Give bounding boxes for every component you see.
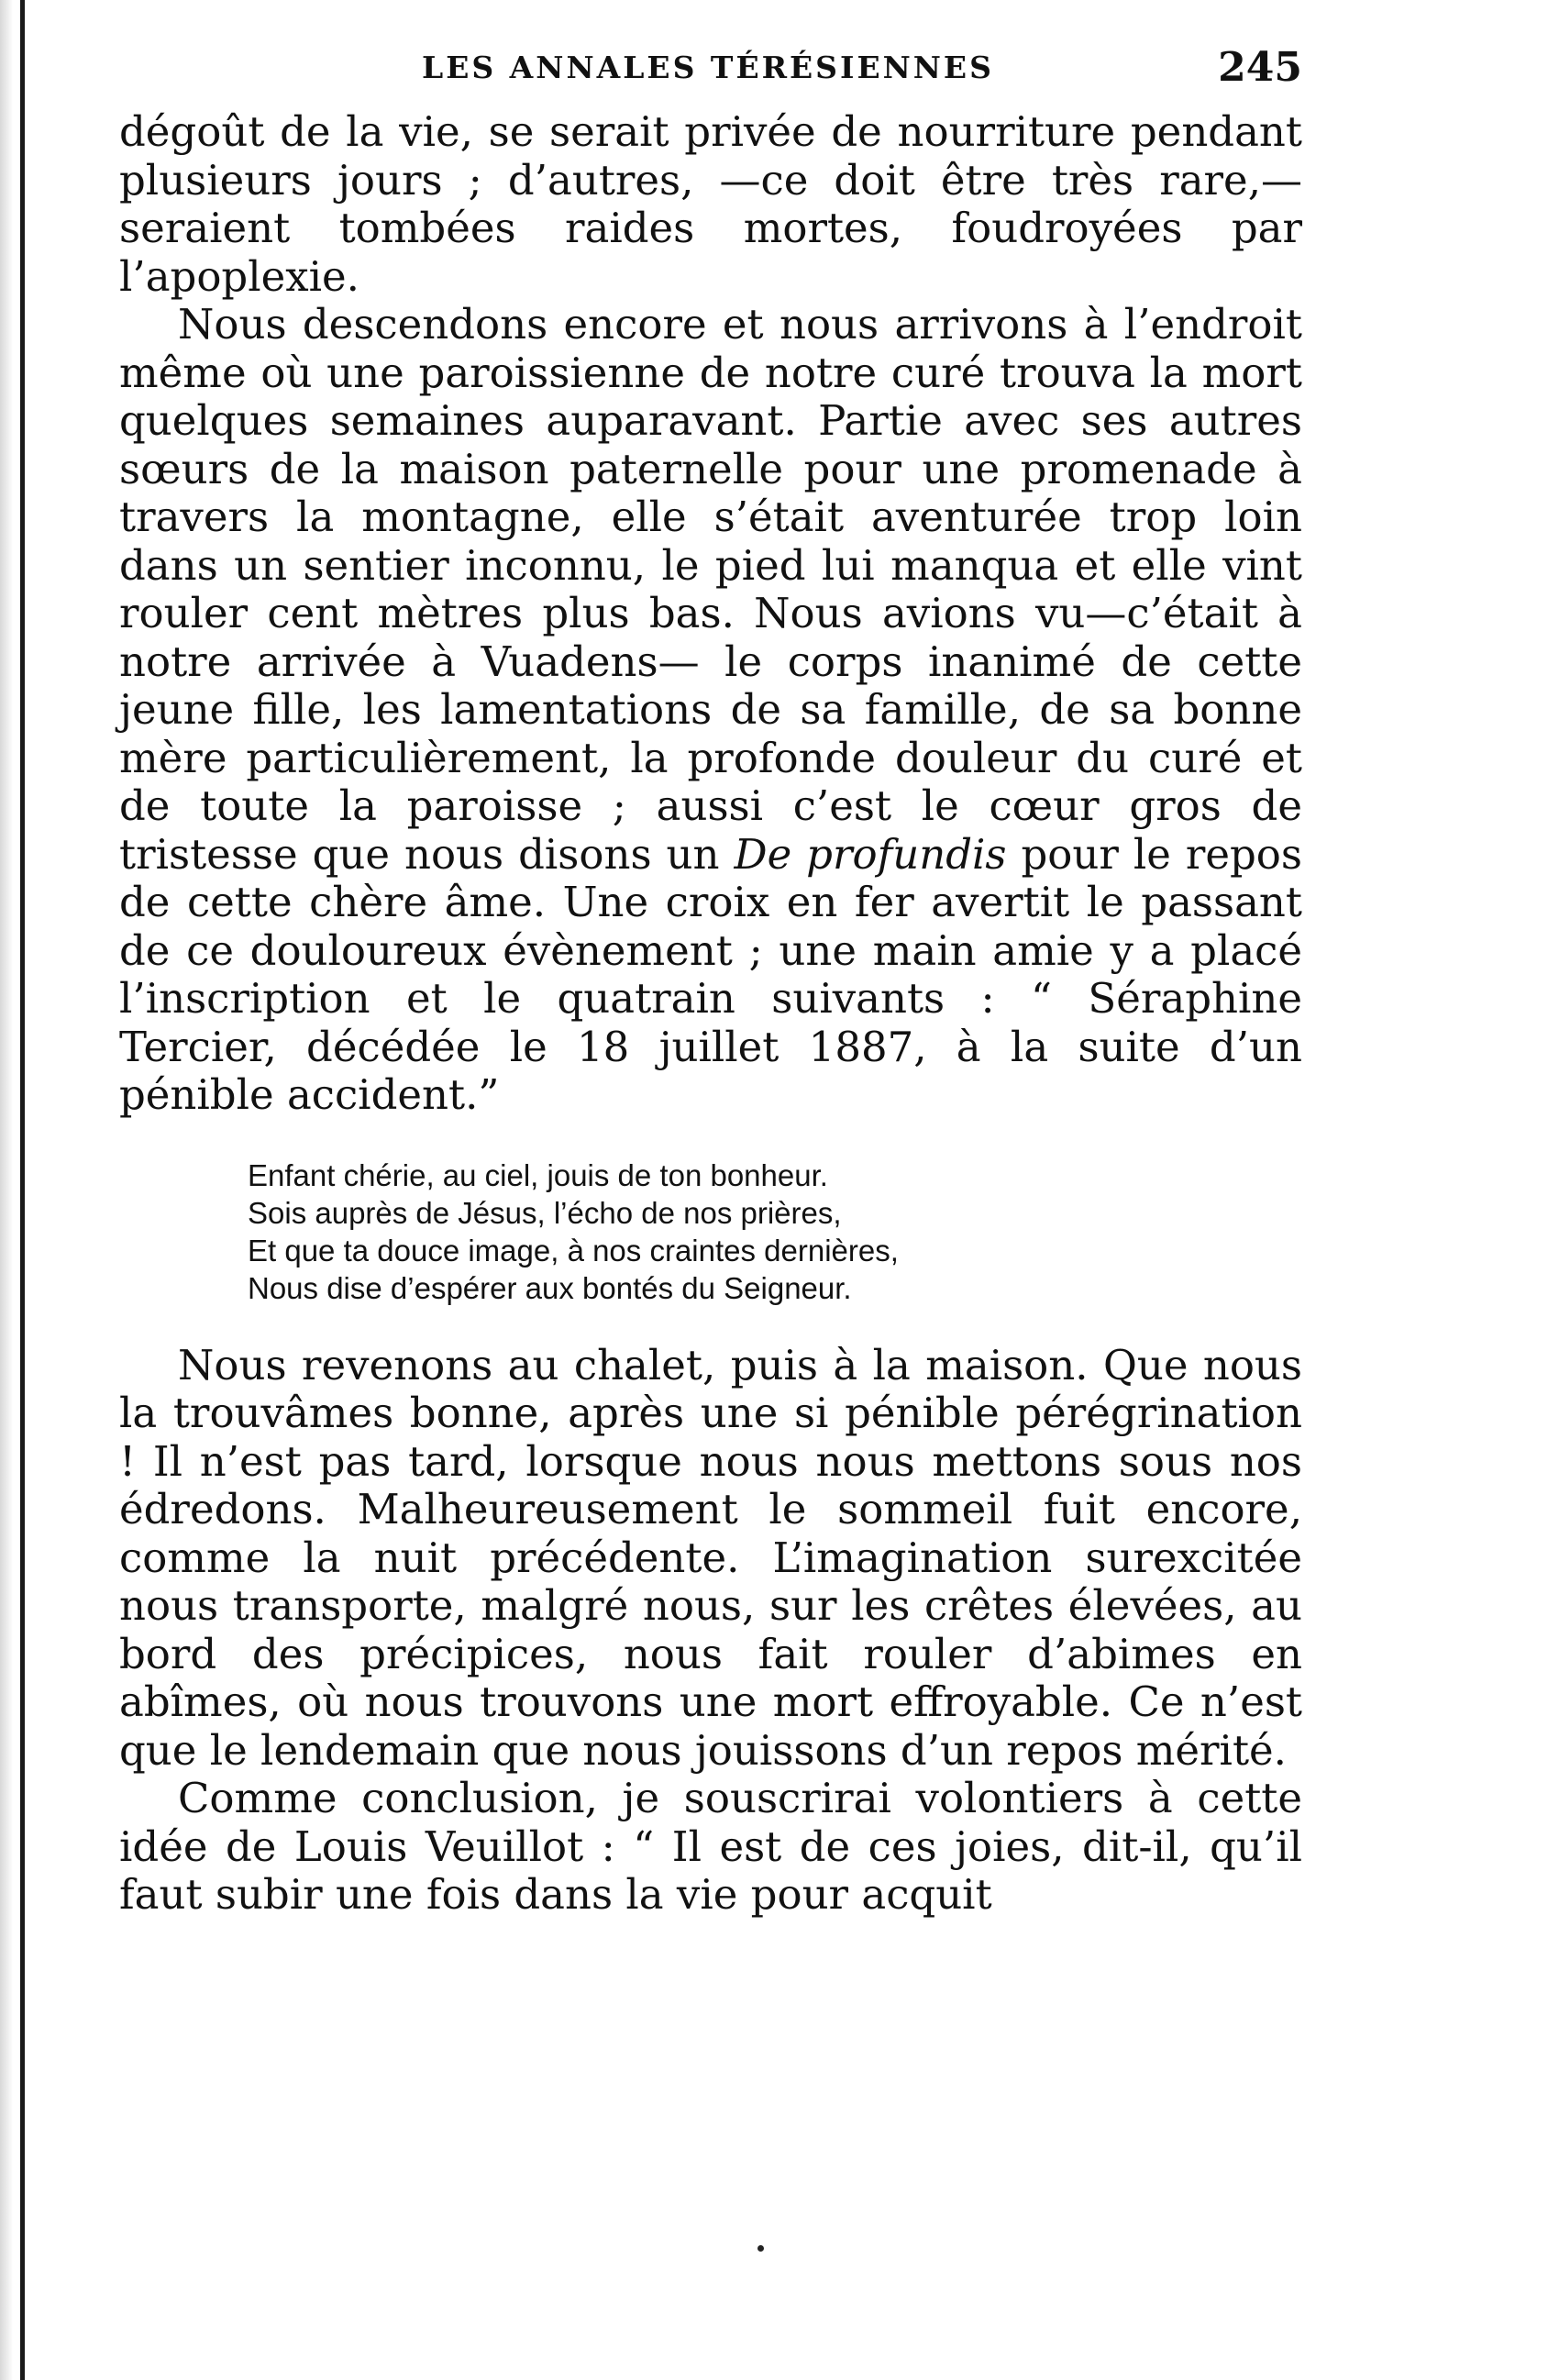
binding-line (20, 0, 25, 2380)
poem-line: Sois auprès de Jésus, l’écho de nos prières, (248, 1195, 842, 1230)
poem-line: Et que ta douce image, à nos craintes dernières, (248, 1233, 899, 1267)
quatrain (248, 1157, 1302, 1307)
page-header (119, 44, 1302, 99)
page-body (119, 108, 1302, 1920)
italic-phrase: De profundis (734, 829, 1007, 879)
poem-line: Enfant chérie, au ciel, jouis de ton bonheur. (248, 1157, 828, 1192)
print-speck (757, 2245, 764, 2252)
paragraph-3: Nous revenons au chalet, puis à la maison. Que nous la trouvâmes bonne, après une si pénible pérégrination ! Il n’est pas tard, lorsque nous nous mettons sous nos édredons. Malheureusement le sommeil fuit encore, comme la nuit précédente. L’imagination surexcitée nous transporte, malgré nous, sur les crêtes élevées, au bord des précipices, nous fait rouler d’abimes en abîmes, où nous trouvons une mort effroyable. Ce n’est que le lendemain que nous jouissons d’un repos mérité. (119, 1340, 1302, 1775)
paragraph-2 (119, 301, 1302, 1120)
page-number: 245 (1218, 44, 1302, 91)
running-title: LES ANNALES TÉRÉSIENNES (422, 50, 994, 85)
paragraph-1: dégoût de la vie, se serait privée de nourriture pendant plusieurs jours ; d’autres, —ce doit être très rare,— seraient tombées raides mortes, foudroyées par l’apoplexie. (119, 107, 1302, 301)
paragraph-4: Comme conclusion, je souscrirai volontiers à cette idée de Louis Veuillot : “ Il est de ces joies, dit-il, qu’il faut subir une fois dans la vie pour acquit (119, 1774, 1302, 1919)
poem-line: Nous dise d’espérer aux bontés du Seigneur. (248, 1270, 852, 1305)
paragraph-2-text: Nous descendons encore et nous arrivons à l’endroit même où une paroissienne de notre curé trouva la mort quelques semaines auparavant. Partie avec ses autres sœurs de la maison paternelle pour une promenade à travers la montagne, elle s’était aventurée trop loin dans un sentier inconnu, le pied lui manqua et elle vint rouler cent mètres plus bas. Nous avions vu—c’était à notre arrivée à Vuadens— le corps inanimé de cette jeune fille, les lamentations de sa famille, de sa bonne mère particulièrement, la profonde douleur du curé et de toute la paroisse ; aussi c’est le cœur gros de tristesse que nous disons un (119, 300, 1302, 879)
paragraph-2-tail: pour le repos de cette chère âme. Une croix en fer avertit le passant de ce douloureux évènement ; une main amie y a placé l’inscription et le quatrain suivants : “ Séraphine Tercier, décédée le 18 juillet 1887, à la suite d’un pénible accident.” (119, 829, 1302, 1119)
binding-edge (0, 0, 31, 2380)
